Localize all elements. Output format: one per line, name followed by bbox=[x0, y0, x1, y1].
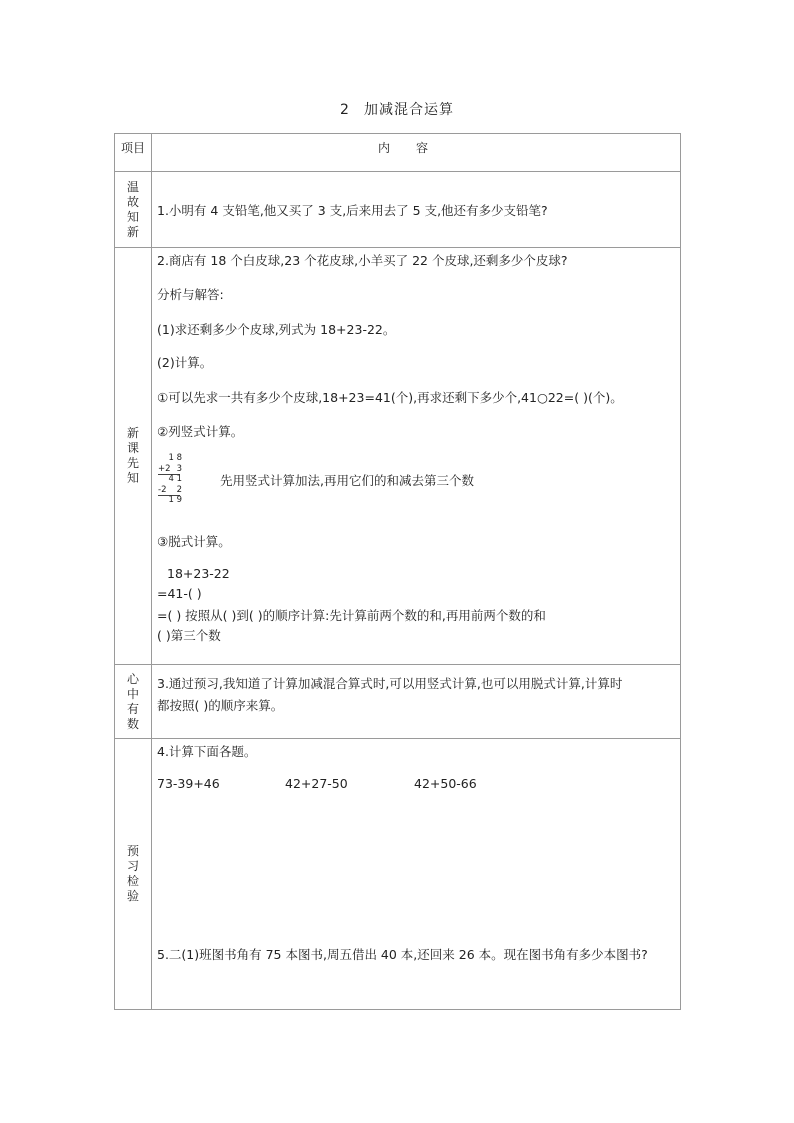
header-row bbox=[115, 134, 681, 172]
worksheet-table bbox=[114, 133, 681, 1010]
vertical-note: 先用竖式计算加法,再用它们的和减去第三个数 bbox=[220, 473, 474, 488]
section-label-review: 温 故 知 新 bbox=[115, 172, 152, 248]
step-2: ②列竖式计算。 bbox=[157, 424, 244, 439]
lesson-title: 加减混合运算 bbox=[363, 102, 454, 118]
analysis-heading: 分析与解答: bbox=[157, 287, 224, 302]
question-4: 4.计算下面各题。 bbox=[157, 744, 257, 759]
vertical-row-4: 2 bbox=[176, 484, 182, 495]
question-3-line-2: 都按照( )的顺序来算。 bbox=[157, 698, 284, 713]
calc-line-4: ( )第三个数 bbox=[157, 628, 221, 643]
vertical-op-1: +2 bbox=[158, 463, 171, 474]
section-content-review bbox=[152, 172, 681, 248]
part-2: (2)计算。 bbox=[157, 355, 213, 370]
vertical-row-1: 1 8 bbox=[168, 453, 182, 463]
section-label-mind: 心 中 有 数 bbox=[115, 665, 152, 739]
question-1: 1.小明有 4 支铅笔,他又买了 3 支,后来用去了 5 支,他还有多少支铅笔? bbox=[157, 203, 548, 218]
section-review bbox=[115, 172, 681, 248]
calc-line-1: 18+23-22 bbox=[167, 566, 230, 581]
section-preview bbox=[115, 248, 681, 665]
step-1: ①可以先求一共有多少个皮球,18+23=41(个),再求还剩下多少个,41○22=( )(个)。 bbox=[157, 390, 623, 405]
vertical-row-2: 3 bbox=[176, 463, 182, 474]
header-item: 项目 bbox=[115, 134, 152, 172]
exercise-1: 73-39+46 bbox=[157, 776, 220, 791]
section-content-preview bbox=[152, 248, 681, 665]
section-content-check bbox=[152, 739, 681, 1010]
page-title bbox=[0, 99, 794, 119]
section-check bbox=[115, 739, 681, 1010]
calc-line-2: =41-( ) bbox=[157, 586, 202, 601]
vertical-row-3: 4 1 bbox=[168, 474, 182, 484]
calc-line-3: =( ) 按照从( )到( )的顺序计算:先计算前两个数的和,再用前两个数的和 bbox=[157, 608, 546, 623]
question-3-line-1: 3.通过预习,我知道了计算加减混合算式时,可以用竖式计算,也可以用脱式计算,计算时 bbox=[157, 676, 623, 691]
section-mind bbox=[115, 665, 681, 739]
question-2: 2.商店有 18 个白皮球,23 个花皮球,小羊买了 22 个皮球,还剩多少个皮球? bbox=[157, 253, 568, 268]
section-content-mind bbox=[152, 665, 681, 739]
vertical-calculation bbox=[158, 453, 182, 506]
lesson-number: 2 bbox=[340, 102, 350, 118]
question-5: 5.二(1)班图书角有 75 本图书,周五借出 40 本,还回来 26 本。现在图书角有多少本图书? bbox=[157, 947, 648, 962]
vertical-op-2: -2 bbox=[158, 484, 167, 495]
header-content: 内容 bbox=[152, 134, 681, 172]
part-1: (1)求还剩多少个皮球,列式为 18+23-22。 bbox=[157, 322, 396, 337]
vertical-row-5: 1 9 bbox=[168, 495, 182, 505]
section-label-check: 预 习 检 验 bbox=[115, 739, 152, 1010]
step-3: ③脱式计算。 bbox=[157, 534, 231, 549]
section-label-preview: 新 课 先 知 bbox=[115, 248, 152, 665]
exercise-2: 42+27-50 bbox=[285, 776, 348, 791]
exercise-3: 42+50-66 bbox=[414, 776, 477, 791]
